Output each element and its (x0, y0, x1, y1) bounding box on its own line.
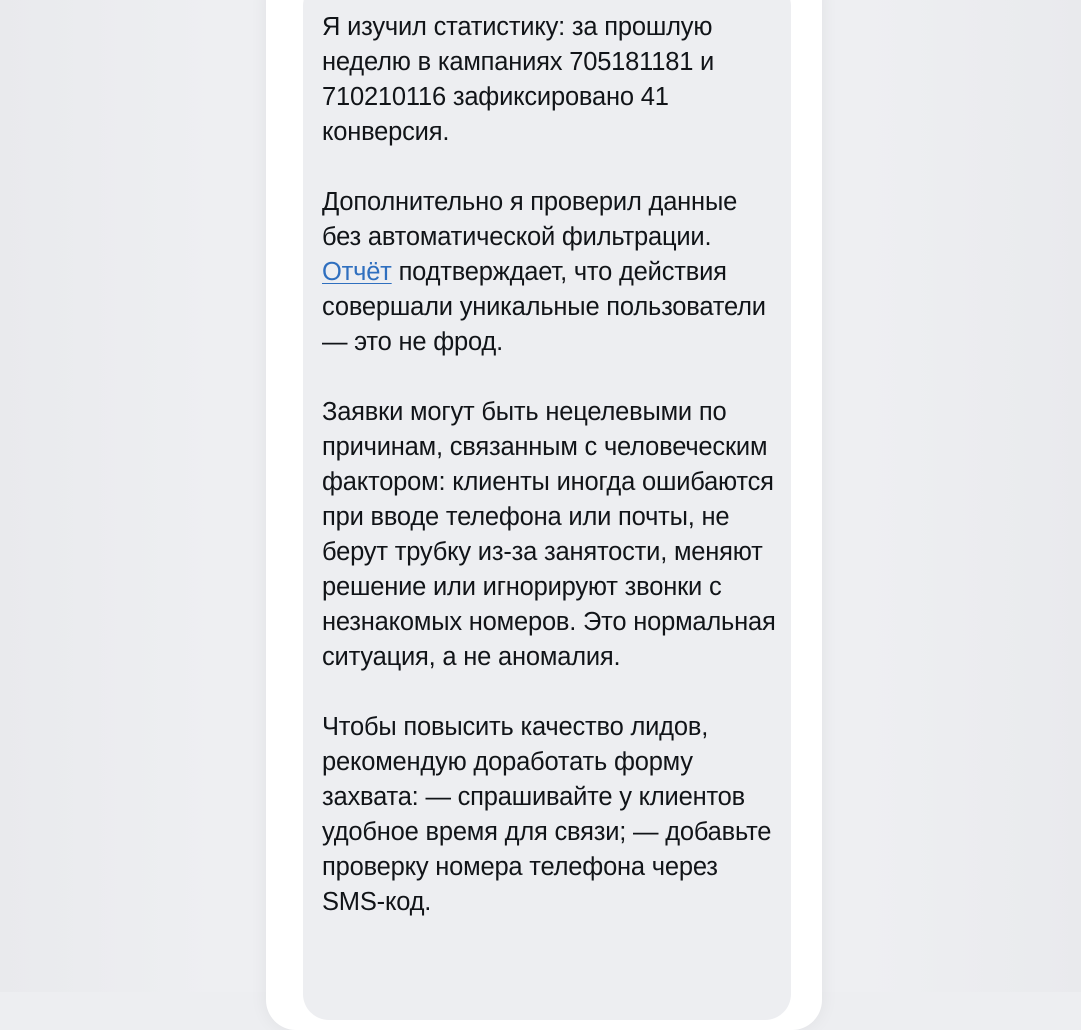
message-paragraph-verification-end: подтверждает, что действия совершали уникальные пользователи — это не фрод. (322, 258, 766, 356)
message-text (322, 10, 777, 920)
message-paragraph-reasons: Заявки могут быть нецелевыми по причинам, связанным с человеческим фактором: клиенты иногда ошибаются при вводе телефона или почты, не берут трубку из-за занятости, меняют решение или игнорируют звонки с незнакомых номеров. Это нормальная ситуация, а не аномалия. (322, 398, 776, 671)
report-link[interactable]: Отчёт (322, 258, 392, 286)
message-paragraph-verification (322, 185, 777, 360)
message-paragraph-verification-start: Дополнительно я проверил данные без автоматической фильтрации. (322, 188, 738, 251)
message-paragraph-stats: Я изучил статистику: за прошлую неделю в кампаниях 705181181 и 710210116 зафиксировано 41 конверсия. (322, 13, 715, 146)
message-paragraph-recommendation: Чтобы повысить качество лидов, рекомендую доработать форму захвата: — спрашивайте у клиентов удобное время для связи; — добавьте проверку номера телефона через SMS-код. (322, 713, 772, 916)
